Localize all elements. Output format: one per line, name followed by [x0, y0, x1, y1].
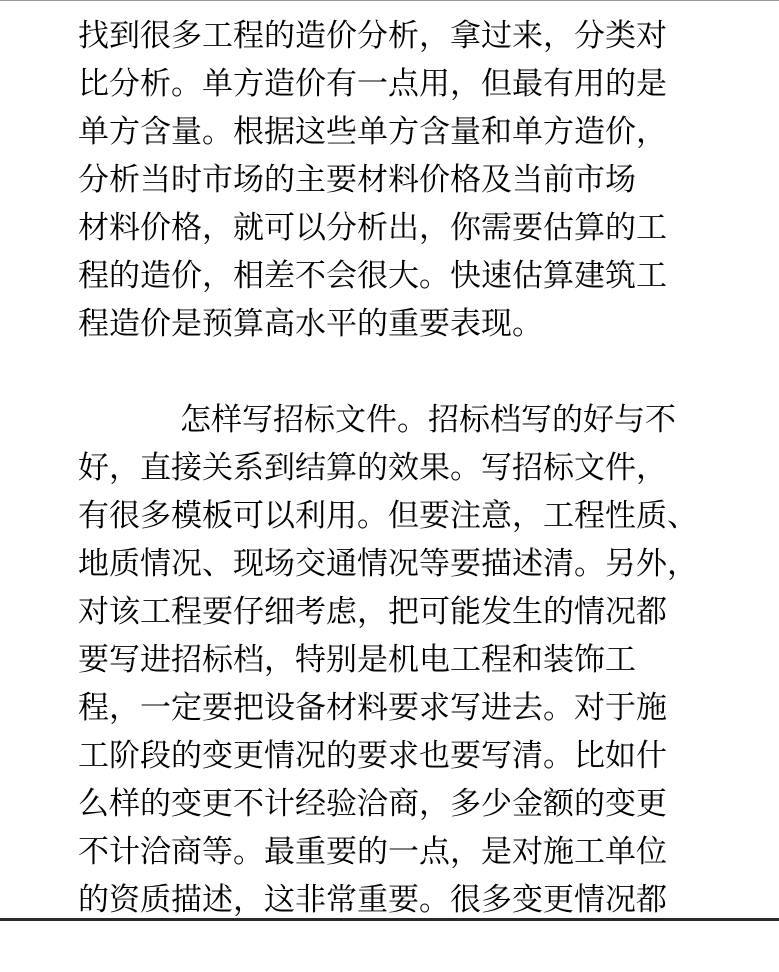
text-line: 好，直接关系到结算的效果。写招标文件， [78, 450, 667, 486]
text-line: 单方含量。根据这些单方含量和单方造价， [78, 114, 667, 150]
text-line: 有很多模板可以利用。但要注意，工程性质、 [78, 498, 698, 534]
text-line: 不计洽商等。最重要的一点，是对施工单位 [78, 834, 667, 870]
text-line: 分析当时市场的主要材料价格及当前市场 [78, 162, 636, 198]
text-line: 地质情况、现场交通情况等要描述清。另外， [78, 546, 698, 582]
text-line: 材料价格，就可以分析出，你需要估算的工 [78, 210, 667, 246]
text-line: 么样的变更不计经验洽商，多少金额的变更 [78, 786, 667, 822]
text-line: 程的造价，相差不会很大。快速估算建筑工 [78, 258, 667, 294]
document-page [78, 12, 718, 972]
text-line: 对该工程要仔细考虑，把可能发生的情况都 [78, 594, 667, 630]
top-border-line [0, 0, 779, 1]
text-line [78, 924, 718, 972]
text-line: 工阶段的变更情况的要求也要写清。比如什 [78, 738, 667, 774]
text-line: 程，一定要把设备材料要求写进去。对于施 [78, 690, 667, 726]
text-line: 找到很多工程的造价分析，拿过来，分类对 [78, 18, 667, 54]
text-line: 程造价是预算高水平的重要表现。 [78, 306, 543, 342]
text-line-indented: 怎样写招标文件。招标档写的好与不 [180, 402, 676, 438]
text-line: 的资质描述，这非常重要。很多变更情况都 [78, 882, 667, 918]
paragraph-gap [78, 348, 718, 396]
paragraph-1 [78, 12, 718, 348]
text-line: 要写进招标档，特别是机电工程和装饰工 [78, 642, 636, 678]
text-line: 比分析。单方造价有一点用，但最有用的是 [78, 66, 667, 102]
paragraph-2 [78, 396, 718, 972]
